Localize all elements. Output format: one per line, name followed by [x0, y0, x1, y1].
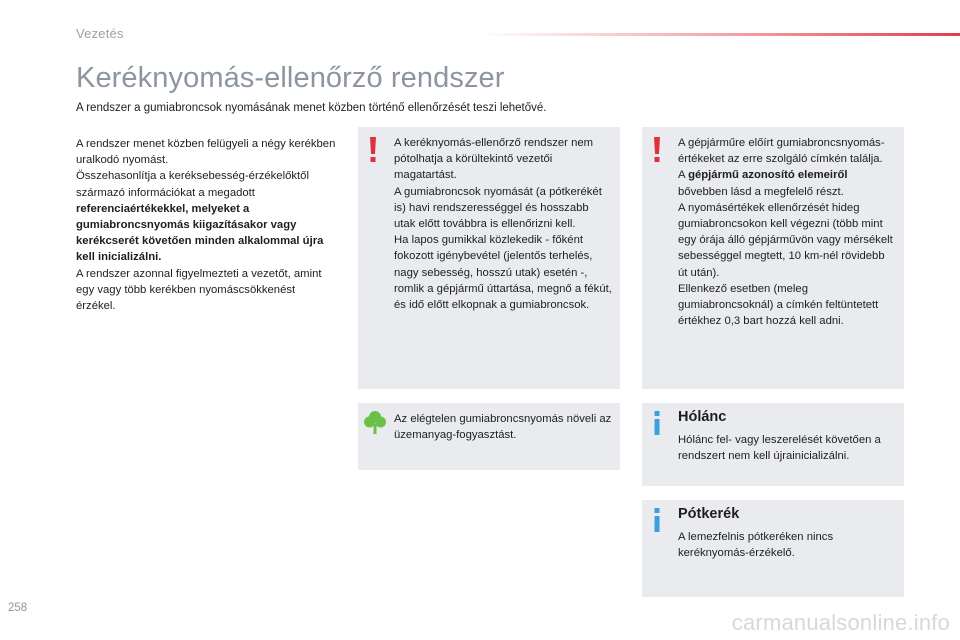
snow-chain-heading: Hólánc — [678, 409, 727, 425]
left-column — [76, 136, 336, 314]
warning-box-2-text — [678, 135, 896, 329]
spare-wheel-text: A lemezfelnis pótkeréken nincs keréknyomás-érzékelő. — [678, 531, 834, 560]
spare-wheel-heading: Pótkerék — [678, 506, 740, 522]
eco-box — [358, 403, 620, 470]
tree-icon — [364, 410, 386, 434]
intro-text: A rendszer a gumiabroncsok nyomásának menet közben történő ellenőrzését teszi lehetővé. — [76, 102, 547, 114]
left-paragraph-3: A rendszer azonnal figyelmezteti a vezetőt, amint egy vagy több kerékben nyomáscsökkenést érzékel. — [76, 267, 322, 313]
warning-box-2 — [642, 127, 904, 389]
page-number: 258 — [8, 602, 28, 614]
left-paragraph-2-bold: referenciaértékekkel, melyeket a gumiabroncsnyomás kiigazításakor vagy kerékcserét követően minden alkalommal újra kell inicializálni. — [76, 202, 324, 264]
warning-box-2-line-2-start: A — [678, 169, 689, 182]
header-accent-line — [480, 33, 960, 36]
info-box-snow-chain — [642, 403, 904, 486]
info-box-spare-wheel — [642, 500, 904, 597]
exclamation-icon — [652, 137, 662, 163]
warning-box-2-line-1: A gépjárműre előírt gumiabroncsnyomás-értékeket az erre szolgáló címkén találja. — [678, 137, 885, 166]
info-icon — [652, 508, 662, 532]
warning-box-1-line-3: Ha lapos gumikkal közlekedik - főként fokozott igénybevétel (jelentős terhelés, nagy sebesség, hosszú utak) esetén -, romlik a gépjármű úttartása, megnő a fékút, és idő előtt elkopnak a gumiabroncsok. — [394, 234, 612, 312]
warning-box-2-line-2-bold: gépjármű azonosító elemeiről — [688, 169, 848, 182]
warning-box-1-line-2: A gumiabroncsok nyomását (a pótkerékét is) havi rendszerességgel és hosszabb utak előtt továbbra is ellenőrizni kell. — [394, 185, 602, 231]
info-icon — [652, 411, 662, 435]
warning-box-2-line-2-end: bővebben lásd a megfelelő részt. — [678, 185, 844, 198]
left-paragraph-2 — [76, 168, 336, 265]
watermark: carmanualsonline.info — [731, 610, 950, 635]
snow-chain-text: Hólánc fel- vagy leszerelését követően a rendszert nem kell újrainicializálni. — [678, 434, 881, 463]
exclamation-icon — [368, 137, 378, 163]
eco-box-text: Az elégtelen gumiabroncsnyomás növeli az üzemanyag-fogyasztást. — [394, 413, 612, 442]
left-paragraph-2-text: Összehasonlítja a keréksebesség-érzékelőktől származó információkat a megadott — [76, 170, 309, 199]
page-title: Keréknyomás-ellenőrző rendszer — [76, 62, 505, 94]
warning-box-1-text — [394, 135, 612, 313]
warning-box-2-line-3: A nyomásértékek ellenőrzését hideg gumiabroncsokon kell végezni (több mint egy órája álló gépjárművön vagy mérsékelt sebességgel megtett, 10 km-nél rövidebb út után). — [678, 201, 893, 279]
warning-box-1-line-1: A keréknyomás-ellenőrző rendszer nem pótolhatja a körültekintő vezetői magatartást. — [394, 137, 594, 182]
section-label: Vezetés — [76, 26, 124, 41]
warning-box-2-line-2 — [678, 167, 896, 199]
warning-box-2-line-4: Ellenkező esetben (meleg gumiabroncsoknál) a címkén feltüntetett értékhez 0,3 bart hozzá kell adni. — [678, 282, 879, 328]
warning-box-1 — [358, 127, 620, 389]
left-paragraph-1: A rendszer menet közben felügyeli a négy kerékben uralkodó nyomást. — [76, 138, 336, 167]
